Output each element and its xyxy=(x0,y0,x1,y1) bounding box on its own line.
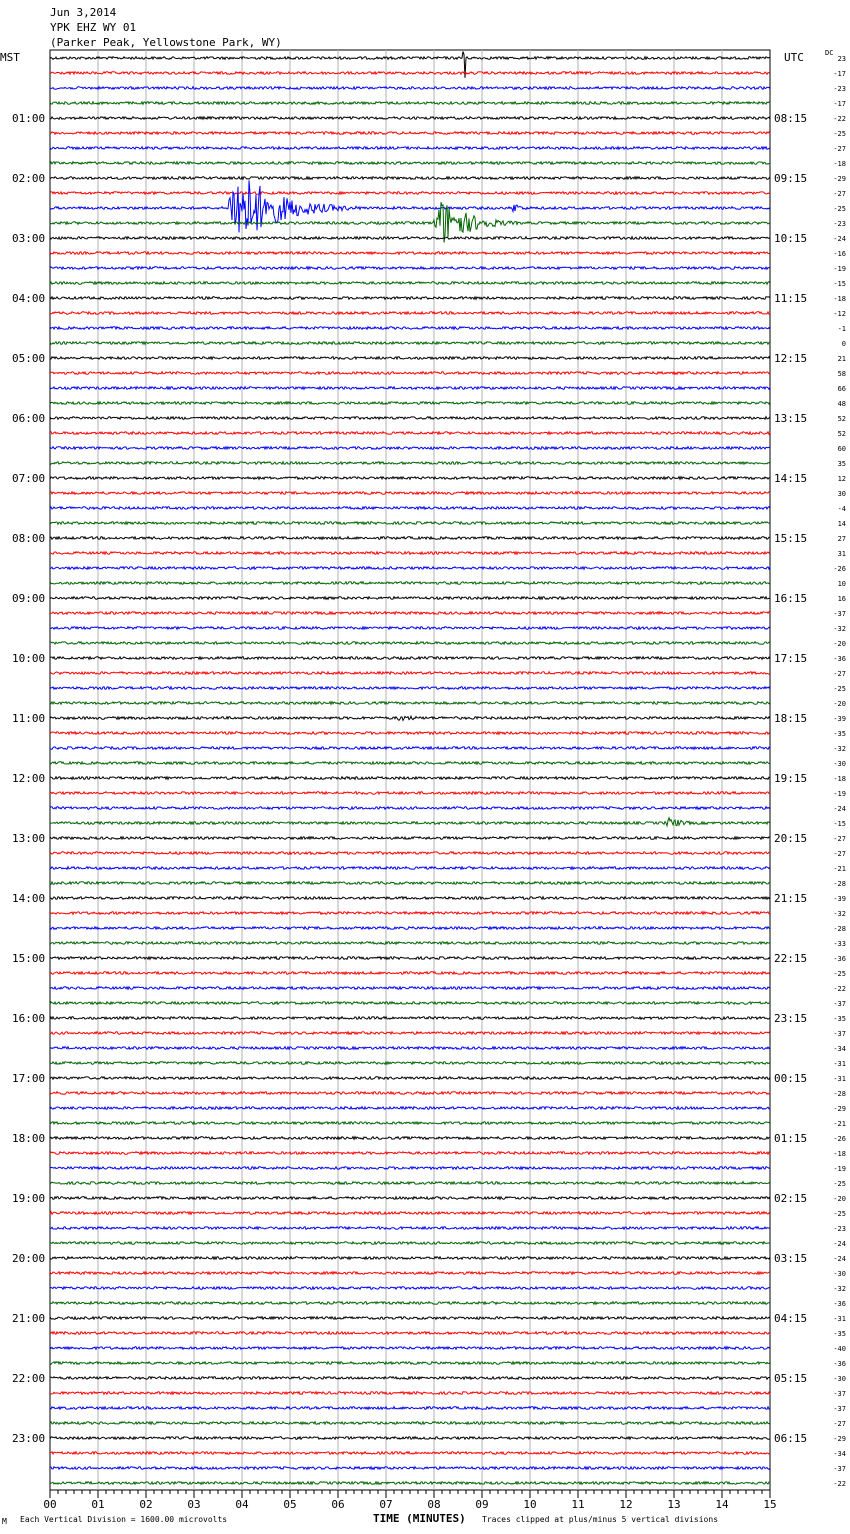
dc-offset-label: -29 xyxy=(833,1105,846,1113)
trace-row xyxy=(50,807,770,810)
dc-offset-label: -28 xyxy=(833,1090,846,1098)
dc-offset-label: -18 xyxy=(833,295,846,303)
utc-hour-label: 09:15 xyxy=(774,172,808,185)
trace-row xyxy=(50,612,770,615)
trace-row xyxy=(50,897,770,900)
trace-row xyxy=(50,297,770,300)
chart-station: YPK EHZ WY 01 xyxy=(50,21,137,34)
dc-offset-label: -37 xyxy=(833,1030,846,1038)
chart-date: Jun 3,2014 xyxy=(50,6,117,19)
dc-offset-label: -35 xyxy=(833,1330,846,1338)
trace-row xyxy=(50,402,770,405)
x-tick-label: 02 xyxy=(139,1498,153,1511)
corner-mark: M xyxy=(2,1517,7,1526)
dc-offset-label: -31 xyxy=(833,1315,846,1323)
dc-offset-label: -31 xyxy=(833,1060,846,1068)
dc-offset-label: -37 xyxy=(833,1405,846,1413)
trace-row xyxy=(50,1047,770,1050)
trace-row xyxy=(50,462,770,465)
dc-offset-label: -34 xyxy=(833,1045,846,1053)
dc-offset-label: -24 xyxy=(833,1240,846,1248)
utc-hour-label: 12:15 xyxy=(774,352,808,365)
trace-row xyxy=(50,927,770,930)
trace-row xyxy=(50,507,770,510)
trace-row xyxy=(50,732,770,735)
dc-offset-label: -19 xyxy=(833,790,846,798)
utc-hour-label: 06:15 xyxy=(774,1432,808,1445)
trace-row xyxy=(50,1077,770,1080)
dc-offset-label: -33 xyxy=(833,940,846,948)
mst-hour-label: 12:00 xyxy=(12,772,46,785)
x-tick-label: 07 xyxy=(379,1498,393,1511)
dc-offset-label: -30 xyxy=(833,1270,846,1278)
trace-row xyxy=(50,1152,770,1155)
trace-row xyxy=(50,1257,770,1260)
trace-row xyxy=(50,1227,770,1230)
utc-hour-label: 23:15 xyxy=(774,1012,808,1025)
trace-row xyxy=(50,282,770,285)
x-tick-label: 03 xyxy=(187,1498,201,1511)
dc-offset-label: -17 xyxy=(833,100,846,108)
trace-row xyxy=(50,1272,770,1275)
utc-hour-label: 05:15 xyxy=(774,1372,808,1385)
dc-offset-label: 35 xyxy=(837,460,846,468)
dc-offset-label: -20 xyxy=(833,640,846,648)
mst-hour-label: 13:00 xyxy=(12,832,46,845)
trace-row xyxy=(50,1002,770,1005)
x-tick-label: 06 xyxy=(331,1498,345,1511)
dc-offset-label: -26 xyxy=(833,1135,846,1143)
trace-row xyxy=(50,567,770,570)
trace-row xyxy=(50,1242,770,1245)
utc-hour-label: 15:15 xyxy=(774,532,808,545)
trace-row xyxy=(50,882,770,885)
trace-row xyxy=(50,1302,770,1305)
trace-row xyxy=(50,642,770,645)
mst-hour-label: 07:00 xyxy=(12,472,46,485)
dc-offset-label: -20 xyxy=(833,1195,846,1203)
trace-row xyxy=(50,432,770,435)
dc-offset-label: -15 xyxy=(833,280,846,288)
dc-offset-label: -16 xyxy=(833,250,846,258)
dc-offset-label: -29 xyxy=(833,175,846,183)
dc-offset-label: -28 xyxy=(833,925,846,933)
utc-hour-label: 19:15 xyxy=(774,772,808,785)
trace-row xyxy=(50,716,770,720)
dc-offset-label: -25 xyxy=(833,1180,846,1188)
trace-row xyxy=(50,1452,770,1455)
dc-offset-label: -36 xyxy=(833,1300,846,1308)
dc-offset-label: -17 xyxy=(833,70,846,78)
trace-row xyxy=(50,177,770,180)
dc-offset-label: -37 xyxy=(833,610,846,618)
trace-row xyxy=(50,957,770,960)
trace-row xyxy=(50,1332,770,1335)
dc-offset-label: 58 xyxy=(837,370,846,378)
dc-offset-label: -22 xyxy=(833,985,846,993)
dc-offset-label: -29 xyxy=(833,1435,846,1443)
dc-offset-label: -28 xyxy=(833,880,846,888)
dc-offset-label: -31 xyxy=(833,1075,846,1083)
dc-offset-label: -27 xyxy=(833,850,846,858)
dc-offset-label: -22 xyxy=(833,1480,846,1488)
mst-hour-label: 16:00 xyxy=(12,1012,46,1025)
chart-location: (Parker Peak, Yellowstone Park, WY) xyxy=(50,36,282,49)
x-tick-label: 13 xyxy=(667,1498,681,1511)
utc-hour-label: 20:15 xyxy=(774,832,808,845)
dc-offset-label: -23 xyxy=(833,1225,846,1233)
utc-hour-label: 17:15 xyxy=(774,652,808,665)
trace-row xyxy=(50,162,770,165)
mst-hour-label: 03:00 xyxy=(12,232,46,245)
x-tick-label: 08 xyxy=(427,1498,441,1511)
x-tick-label: 04 xyxy=(235,1498,249,1511)
mst-hour-label: 23:00 xyxy=(12,1432,46,1445)
dc-offset-label: -36 xyxy=(833,955,846,963)
dc-offset-label: -32 xyxy=(833,1285,846,1293)
trace-row xyxy=(50,342,770,345)
trace-row xyxy=(50,852,770,855)
utc-hour-label: 21:15 xyxy=(774,892,808,905)
trace-row xyxy=(50,552,770,555)
trace-row xyxy=(50,522,770,525)
mst-hour-label: 14:00 xyxy=(12,892,46,905)
mst-hour-label: 09:00 xyxy=(12,592,46,605)
trace-row xyxy=(50,537,770,540)
trace-row xyxy=(50,1197,770,1200)
trace-row xyxy=(50,687,770,690)
trace-row xyxy=(50,792,770,795)
dc-offset-label: 48 xyxy=(837,400,846,408)
dc-offset-label: -27 xyxy=(833,835,846,843)
dc-offset-label: 27 xyxy=(837,535,846,543)
trace-row xyxy=(50,867,770,870)
trace-row xyxy=(50,87,770,90)
dc-offset-label: -12 xyxy=(833,310,846,318)
dc-offset-label: 12 xyxy=(837,475,846,483)
mst-hour-label: 20:00 xyxy=(12,1252,46,1265)
utc-hour-label: 00:15 xyxy=(774,1072,808,1085)
utc-hour-label: 02:15 xyxy=(774,1192,808,1205)
dc-offset-label: -18 xyxy=(833,775,846,783)
trace-row xyxy=(50,357,770,360)
mst-hour-label: 15:00 xyxy=(12,952,46,965)
trace-row xyxy=(50,972,770,975)
mst-hour-label: 19:00 xyxy=(12,1192,46,1205)
dc-offset-label: -19 xyxy=(833,265,846,273)
dc-offset-label: -39 xyxy=(833,895,846,903)
dc-offset-label: -25 xyxy=(833,970,846,978)
trace-row xyxy=(50,1407,770,1410)
utc-hour-label: 03:15 xyxy=(774,1252,808,1265)
trace-row xyxy=(50,267,770,270)
trace-row xyxy=(50,747,770,750)
dc-offset-label: -35 xyxy=(833,1015,846,1023)
trace-row xyxy=(50,912,770,915)
dc-offset-label: -23 xyxy=(833,85,846,93)
dc-offset-label: -37 xyxy=(833,1465,846,1473)
trace-row xyxy=(50,1212,770,1215)
mst-hour-label: 21:00 xyxy=(12,1312,46,1325)
trace-row xyxy=(50,147,770,150)
utc-hour-label: 13:15 xyxy=(774,412,808,425)
dc-offset-label: -27 xyxy=(833,1420,846,1428)
dc-offset-label: -36 xyxy=(833,655,846,663)
x-tick-label: 09 xyxy=(475,1498,489,1511)
dc-offset-label: 23 xyxy=(837,55,846,63)
x-tick-label: 10 xyxy=(523,1498,537,1511)
utc-hour-label: 01:15 xyxy=(774,1132,808,1145)
mst-axis-label: MST xyxy=(0,51,20,64)
trace-row xyxy=(50,597,770,600)
trace-row xyxy=(50,387,770,390)
trace-row xyxy=(50,702,770,705)
mst-hour-label: 22:00 xyxy=(12,1372,46,1385)
dc-offset-label: -20 xyxy=(833,700,846,708)
trace-row xyxy=(50,447,770,450)
mst-hour-label: 08:00 xyxy=(12,532,46,545)
trace-row xyxy=(50,492,770,495)
trace-row xyxy=(50,818,770,826)
dc-offset-label: -37 xyxy=(833,1390,846,1398)
dc-offset-label: 31 xyxy=(837,550,846,558)
trace-row xyxy=(50,837,770,840)
dc-offset-label: -24 xyxy=(833,1255,846,1263)
mst-hour-label: 05:00 xyxy=(12,352,46,365)
trace-row xyxy=(50,102,770,105)
x-tick-label: 00 xyxy=(43,1498,57,1511)
trace-row xyxy=(50,327,770,330)
dc-offset-label: -21 xyxy=(833,865,846,873)
utc-hour-label: 16:15 xyxy=(774,592,808,605)
trace-row xyxy=(50,477,770,480)
mst-hour-label: 18:00 xyxy=(12,1132,46,1145)
trace-row xyxy=(50,1437,770,1440)
dc-offset-label: -27 xyxy=(833,190,846,198)
dc-offset-label: -15 xyxy=(833,820,846,828)
dc-offset-label: -19 xyxy=(833,1165,846,1173)
dc-offset-label: -30 xyxy=(833,760,846,768)
dc-offset-label: -22 xyxy=(833,115,846,123)
trace-row xyxy=(50,1032,770,1035)
trace-row xyxy=(50,1377,770,1380)
trace-row xyxy=(50,312,770,315)
dc-offset-label: 21 xyxy=(837,355,846,363)
trace-row xyxy=(50,237,770,240)
dc-offset-label: -39 xyxy=(833,715,846,723)
dc-offset-label: -25 xyxy=(833,1210,846,1218)
utc-hour-label: 14:15 xyxy=(774,472,808,485)
dc-offset-label: -25 xyxy=(833,205,846,213)
dc-offset-label: -1 xyxy=(837,325,846,333)
dc-offset-label: -24 xyxy=(833,805,846,813)
dc-offset-label: -32 xyxy=(833,625,846,633)
trace-row xyxy=(50,1137,770,1140)
dc-offset-label: 14 xyxy=(837,520,846,528)
trace-row xyxy=(50,192,770,195)
dc-offset-label: -32 xyxy=(833,745,846,753)
dc-offset-label: -30 xyxy=(833,1375,846,1383)
trace-row xyxy=(50,1122,770,1125)
mst-hour-label: 06:00 xyxy=(12,412,46,425)
utc-hour-label: 08:15 xyxy=(774,112,808,125)
trace-row xyxy=(50,1182,770,1185)
dc-offset-label: -23 xyxy=(833,220,846,228)
dc-offset-label: -32 xyxy=(833,910,846,918)
mst-hour-label: 11:00 xyxy=(12,712,46,725)
utc-hour-label: 22:15 xyxy=(774,952,808,965)
trace-row xyxy=(50,1482,770,1485)
dc-offset-label: -24 xyxy=(833,235,846,243)
dc-label: DC xyxy=(825,49,834,57)
dc-offset-label: -25 xyxy=(833,685,846,693)
dc-offset-label: -27 xyxy=(833,670,846,678)
trace-row xyxy=(50,657,770,660)
dc-offset-label: -21 xyxy=(833,1120,846,1128)
dc-offset-label: 52 xyxy=(837,430,846,438)
trace-row xyxy=(50,1422,770,1425)
trace-row xyxy=(50,180,770,232)
utc-hour-label: 10:15 xyxy=(774,232,808,245)
dc-offset-label: -4 xyxy=(837,505,846,513)
trace-row xyxy=(50,762,770,765)
dc-offset-label: -37 xyxy=(833,1000,846,1008)
dc-offset-label: -25 xyxy=(833,130,846,138)
dc-offset-label: 60 xyxy=(837,445,846,453)
utc-hour-label: 11:15 xyxy=(774,292,808,305)
utc-hour-label: 18:15 xyxy=(774,712,808,725)
mst-hour-label: 02:00 xyxy=(12,172,46,185)
trace-row xyxy=(50,1392,770,1395)
dc-offset-label: -26 xyxy=(833,565,846,573)
trace-row xyxy=(50,1362,770,1365)
trace-row xyxy=(50,417,770,420)
dc-offset-label: -35 xyxy=(833,730,846,738)
dc-offset-label: -40 xyxy=(833,1345,846,1353)
trace-row xyxy=(50,372,770,375)
x-tick-label: 14 xyxy=(715,1498,729,1511)
dc-offset-label: 0 xyxy=(841,340,846,348)
dc-offset-label: 52 xyxy=(837,415,846,423)
utc-hour-label: 04:15 xyxy=(774,1312,808,1325)
dc-offset-label: 10 xyxy=(837,580,846,588)
dc-offset-label: 66 xyxy=(837,385,846,393)
trace-row xyxy=(50,252,770,255)
mst-hour-label: 17:00 xyxy=(12,1072,46,1085)
dc-offset-label: -18 xyxy=(833,1150,846,1158)
dc-offset-label: -27 xyxy=(833,145,846,153)
trace-row xyxy=(50,1467,770,1470)
x-tick-label: 11 xyxy=(571,1498,585,1511)
utc-axis-label: UTC xyxy=(784,51,804,64)
x-tick-label: 01 xyxy=(91,1498,105,1511)
x-axis-title: TIME (MINUTES) xyxy=(373,1512,466,1525)
trace-row xyxy=(50,1062,770,1065)
trace-row xyxy=(50,132,770,135)
trace-row xyxy=(50,1287,770,1290)
trace-row xyxy=(50,72,770,75)
dc-offset-label: -34 xyxy=(833,1450,846,1458)
clip-note: Traces clipped at plus/minus 5 vertical divisions xyxy=(482,1515,719,1524)
trace-row xyxy=(50,1017,770,1020)
trace-row xyxy=(50,672,770,675)
dc-offset-label: 30 xyxy=(837,490,846,498)
trace-row xyxy=(50,117,770,120)
trace-row xyxy=(50,942,770,945)
trace-row xyxy=(50,1347,770,1350)
x-tick-label: 12 xyxy=(619,1498,633,1511)
trace-row xyxy=(50,582,770,585)
dc-offset-label: -18 xyxy=(833,160,846,168)
trace-row xyxy=(50,627,770,630)
mst-hour-label: 10:00 xyxy=(12,652,46,665)
x-tick-label: 05 xyxy=(283,1498,297,1511)
trace-row xyxy=(50,987,770,990)
dc-offset-label: -36 xyxy=(833,1360,846,1368)
trace-row xyxy=(50,1167,770,1170)
trace-row xyxy=(50,777,770,780)
dc-offset-label: 16 xyxy=(837,595,846,603)
mst-hour-label: 01:00 xyxy=(12,112,46,125)
x-tick-label: 15 xyxy=(763,1498,777,1511)
trace-row xyxy=(50,1107,770,1110)
mst-hour-label: 04:00 xyxy=(12,292,46,305)
trace-row xyxy=(50,1317,770,1320)
scale-note: Each Vertical Division = 1600.00 microvolts xyxy=(20,1515,228,1524)
trace-row xyxy=(50,1092,770,1095)
